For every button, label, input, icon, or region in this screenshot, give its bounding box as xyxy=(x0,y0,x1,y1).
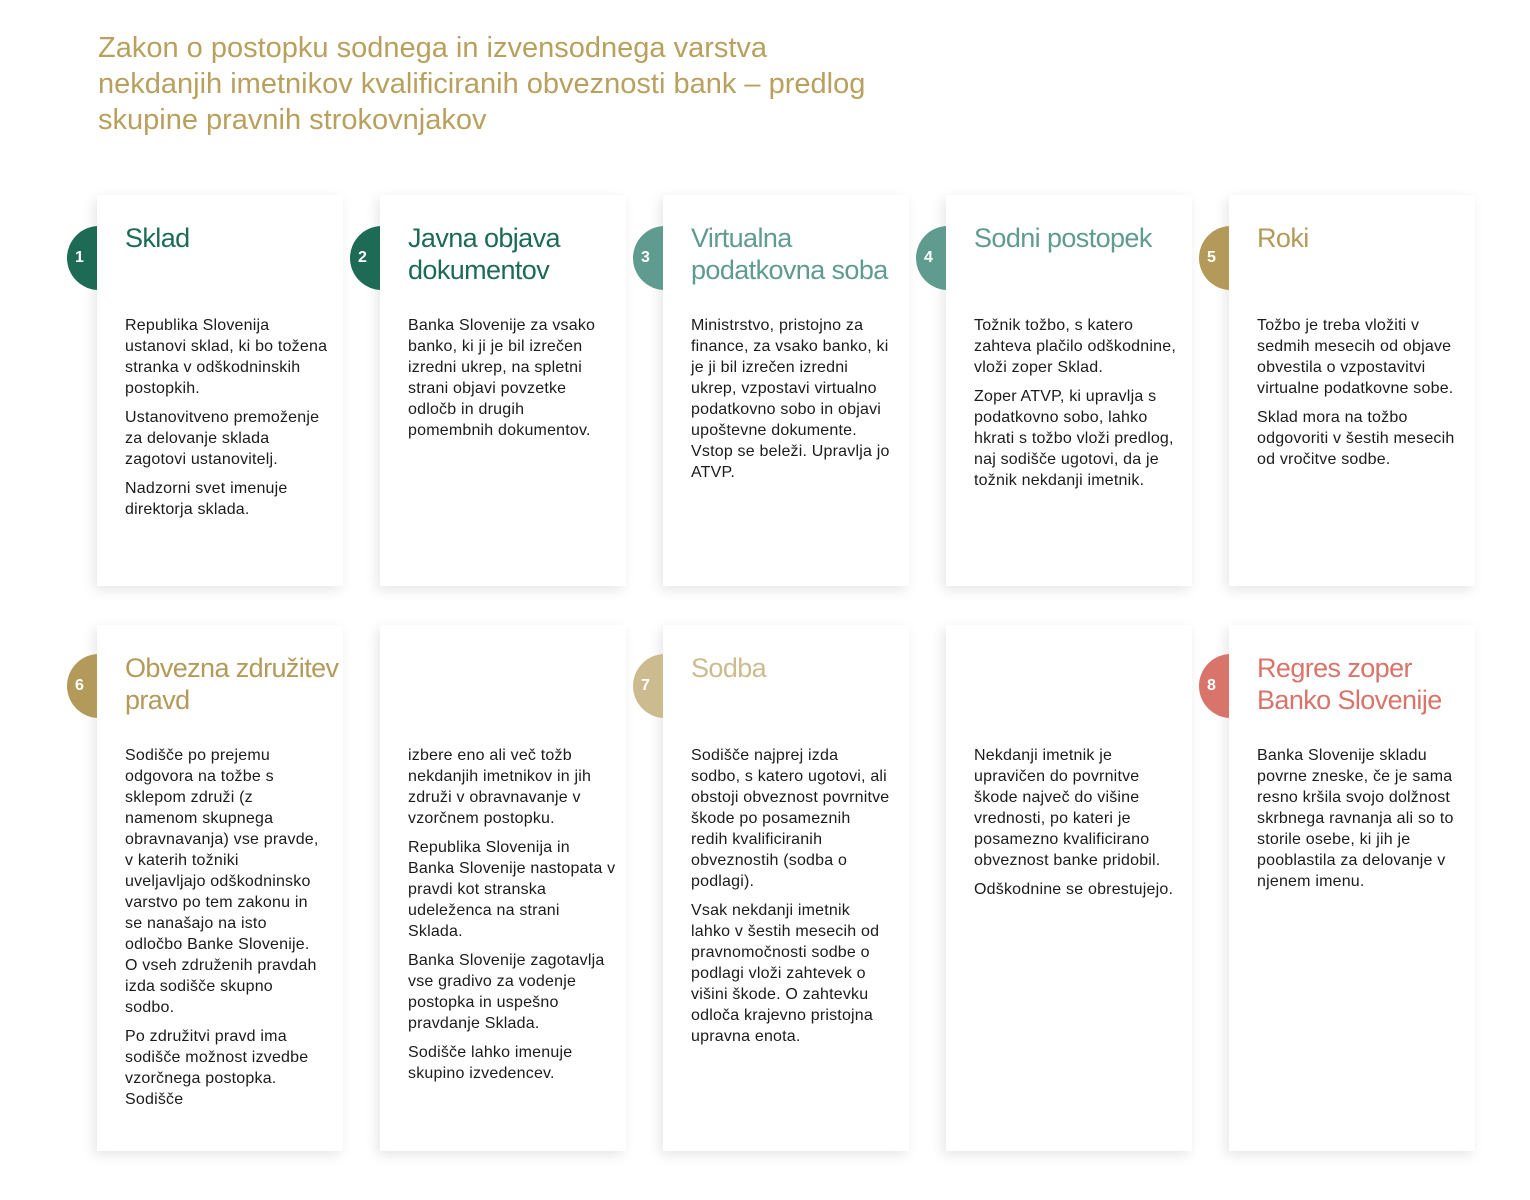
card-javna-objava xyxy=(358,195,626,586)
step-badge-5: 5 xyxy=(1199,226,1263,290)
page-title: Zakon o postopku sodnega in izvensodnega varstva nekdanjih imetnikov kvalificiranih obveznosti bank – predlog skupine pravnih strokovnjakov xyxy=(98,32,866,136)
card-body: Banka Slovenije za vsako banko, ki ji je bil izrečen izredni ukrep, na spletni strani objavi povzetke odločb in drugih pomembnih dokumentov. xyxy=(408,317,596,439)
card-obvezna-zdruzitev-continued xyxy=(380,625,626,1151)
card-heading: Javna objava dokumentov xyxy=(408,223,560,285)
card-body: Sodišče najprej izda sodbo, s katero ugotovi, ali obstoji obveznost povrnitve škode po posameznih redih kvalificiranih obveznostih (sodba o podlagi). Vsak nekdanji imetnik lahko v šestih mesecih od pravnomočnosti sodbe o podlagi vloži zahtevek o višini škode. O zahtevku odloča krajevno pristojna upravna enota. xyxy=(691,747,890,1045)
card-body: Tožbo je treba vložiti v sedmih mesecih od objave obvestila o vzpostavitvi virtualne podatkovne sobe. Sklad mora na tožbo odgovoriti v šestih mesecih od vročitve sodbe. xyxy=(1257,317,1455,468)
card-sodba-continued xyxy=(946,625,1192,1151)
card-obvezna-zdruzitev xyxy=(75,625,343,1151)
step-badge-6: 6 xyxy=(67,654,131,718)
card-body: izbere eno ali več tožb nekdanjih imetnikov in jih združi v obravnavanje v vzorčnem postopku. Republika Slovenija in Banka Slovenije nastopata v pravdi kot stranska udeleženca na strani Sklada. Banka Slovenije zagotavlja vse gradivo za vodenje postopka in uspešno pravdanje Sklada. Sodišče lahko imenuje skupino izvedencev. xyxy=(408,747,616,1082)
card-body: Banka Slovenije skladu povrne zneske, če je sama resno kršila svojo dolžnost skrbnega ravnanja ali so to storile osebe, ki jih je pooblastila za delovanje v njenem imenu. xyxy=(1257,747,1454,890)
step-badge-3: 3 xyxy=(633,226,697,290)
card-sodni-postopek xyxy=(924,195,1192,586)
card-sklad xyxy=(75,195,343,586)
card-roki xyxy=(1207,195,1475,586)
card-heading: Roki xyxy=(1257,223,1309,253)
card-regres xyxy=(1207,625,1475,1151)
card-virtualna-soba xyxy=(641,195,909,586)
card-heading: Virtualna podatkovna soba xyxy=(691,223,888,285)
step-badge-2: 2 xyxy=(350,226,414,290)
step-badge-4: 4 xyxy=(916,226,980,290)
card-body: Ministrstvo, pristojno za finance, za vsako banko, ki je ji bil izrečen izredni ukrep, vzpostavi virtualno podatkovno sobo in objavi upoštevne dokumente. Vstop se beleži. Upravlja jo ATVP. xyxy=(691,317,890,481)
card-body: Nekdanji imetnik je upravičen do povrnitve škode največ do višine vrednosti, po kateri je posamezno kvalificirano obveznost banke pridobil. Odškodnine se obrestujejo. xyxy=(974,747,1174,898)
step-badge-8: 8 xyxy=(1199,654,1263,718)
card-heading: Sodni postopek xyxy=(974,223,1152,253)
card-heading: Sodba xyxy=(691,653,767,683)
card-heading: Sklad xyxy=(125,223,190,253)
card-sodba xyxy=(641,625,909,1151)
card-body: Tožnik tožbo, s katero zahteva plačilo odškodnine, vloži zoper Sklad. Zoper ATVP, ki upravlja s podatkovno sobo, lahko hkrati s tožbo vloži predlog, naj sodišče ugotovi, da je tožnik nekdanji imetnik. xyxy=(974,317,1176,489)
card-heading: Obvezna združitev pravd xyxy=(125,653,339,715)
card-heading: Regres zoper Banko Slovenije xyxy=(1257,653,1442,715)
step-badge-1: 1 xyxy=(67,226,131,290)
step-badge-7: 7 xyxy=(633,654,697,718)
card-body: Sodišče po prejemu odgovora na tožbe s sklepom združi (z namenom skupnega obravnavanja) vse pravde, v katerih tožniki uveljavljajo odškodninsko varstvo po tem zakonu in se nanašajo na isto odločbo Banke Slovenije. O vseh združenih pravdah izda sodišče skupno sodbo. Po združitvi pravd ima sodišče možnost izvedbe vzorčnega postopka. Sodišče xyxy=(125,747,319,1108)
card-body: Republika Slovenija ustanovi sklad, ki bo tožena stranka v odškodninskih postopkih. Ustanovitveno premoženje za delovanje sklada zagotovi ustanovitelj. Nadzorni svet imenuje direktorja sklada. xyxy=(125,317,328,518)
